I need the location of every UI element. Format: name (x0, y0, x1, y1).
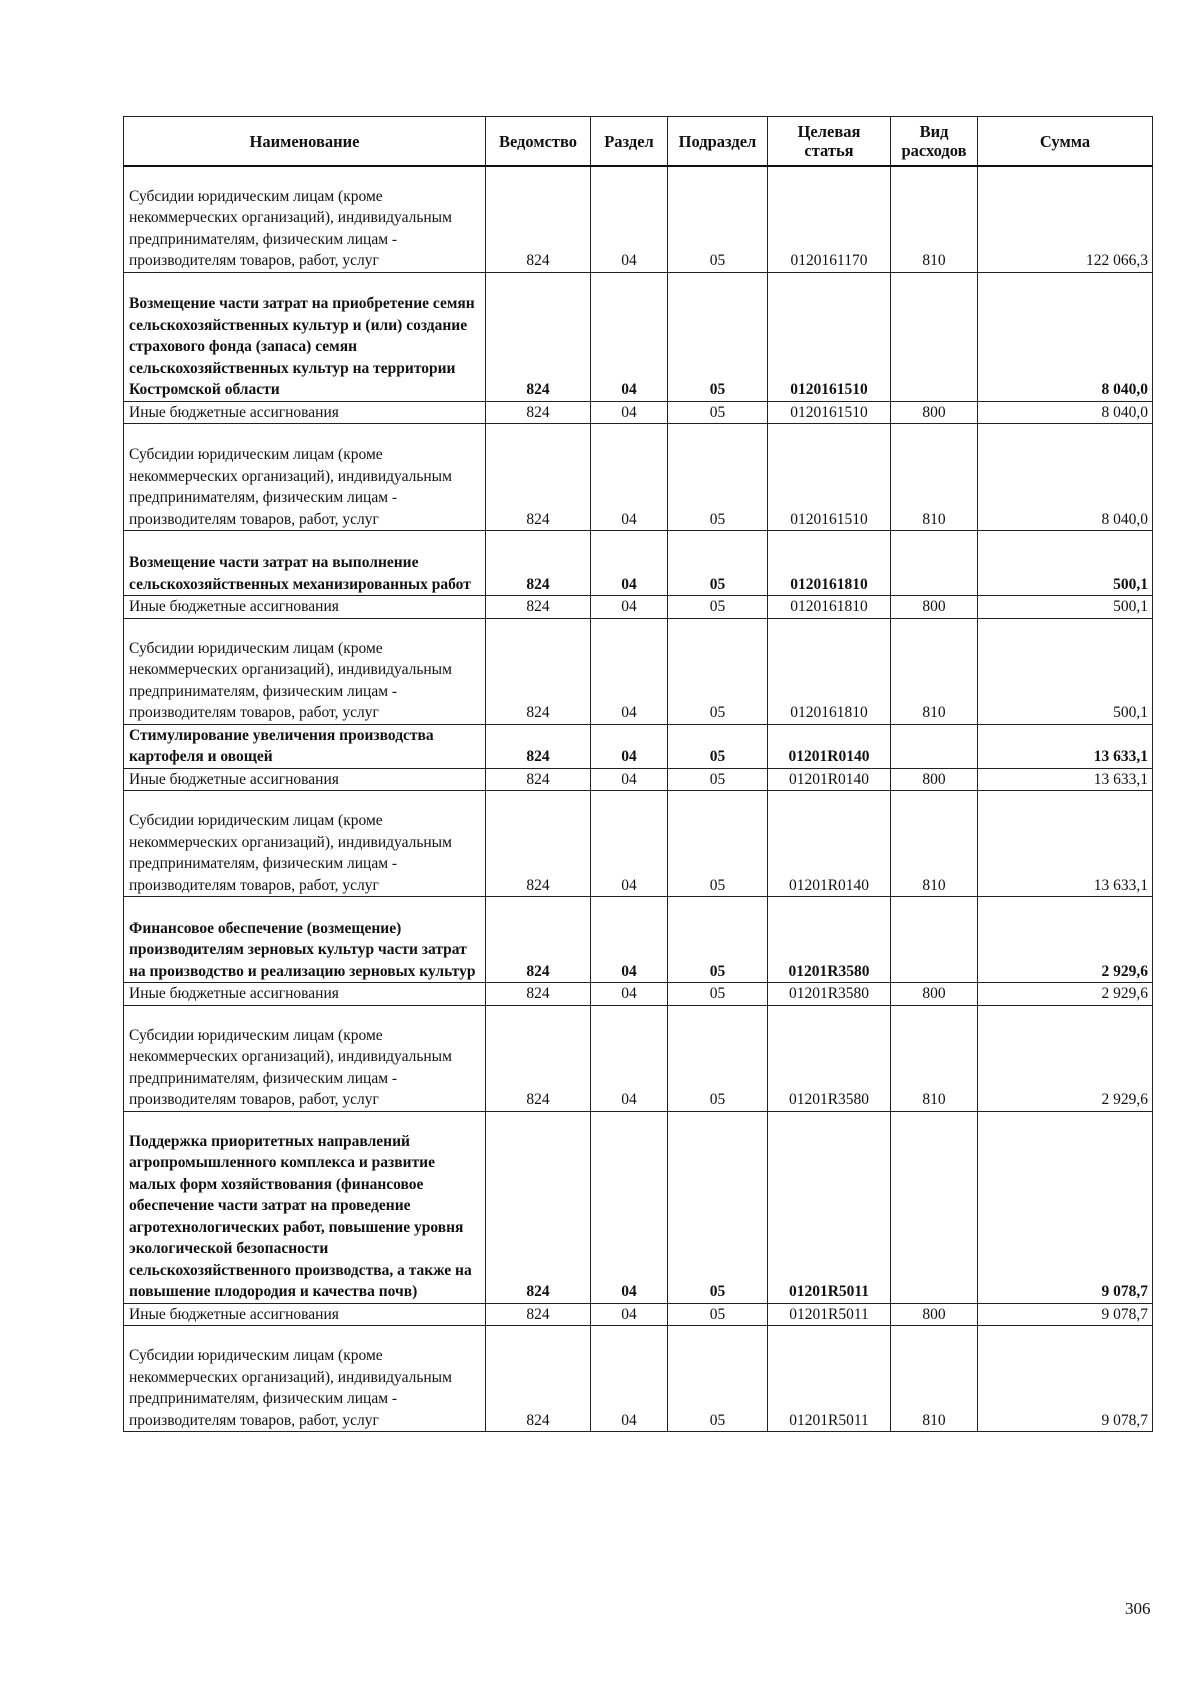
table-row (124, 724, 1153, 768)
row-subsection: 05 (668, 724, 768, 768)
row-name: Иные бюджетные ассигнования (124, 401, 486, 424)
row-type (891, 1111, 978, 1303)
table-row (124, 1303, 1153, 1326)
table-row (124, 531, 1153, 596)
row-target: 0120161510 (768, 272, 891, 401)
row-sum: 500,1 (978, 596, 1153, 619)
row-type: 810 (891, 424, 978, 531)
row-target: 01201R0140 (768, 724, 891, 768)
row-sum: 13 633,1 (978, 768, 1153, 791)
row-type: 810 (891, 1005, 978, 1111)
table-row (124, 618, 1153, 724)
row-name: Возмещение части затрат на приобретение семян сельскохозяйственных культур и (или) создание страхового фонда (запаса) семян сельскохозяйственных культур на территории Костромской области (124, 272, 486, 401)
row-section: 04 (591, 272, 668, 401)
row-target: 01201R3580 (768, 1005, 891, 1111)
row-sum: 9 078,7 (978, 1111, 1153, 1303)
row-sum: 2 929,6 (978, 983, 1153, 1006)
row-subsection: 05 (668, 1005, 768, 1111)
row-type: 810 (891, 1326, 978, 1432)
row-target: 01201R3580 (768, 897, 891, 983)
row-name: Иные бюджетные ассигнования (124, 596, 486, 619)
row-dept: 824 (486, 768, 591, 791)
header-subsection: Подраздел (668, 117, 768, 167)
row-dept: 824 (486, 166, 591, 272)
row-sum: 500,1 (978, 618, 1153, 724)
row-subsection: 05 (668, 1326, 768, 1432)
row-target: 01201R3580 (768, 983, 891, 1006)
header-dept: Ведомство (486, 117, 591, 167)
row-subsection: 05 (668, 166, 768, 272)
table-row (124, 791, 1153, 897)
row-type: 810 (891, 618, 978, 724)
table-row (124, 272, 1153, 401)
row-section: 04 (591, 596, 668, 619)
row-subsection: 05 (668, 791, 768, 897)
row-subsection: 05 (668, 401, 768, 424)
row-sum: 13 633,1 (978, 791, 1153, 897)
row-dept: 824 (486, 1111, 591, 1303)
row-name: Субсидии юридическим лицам (кроме некоммерческих организаций), индивидуальным предпринимателям, физическим лицам - производителям товаров, работ, услуг (124, 424, 486, 531)
row-dept: 824 (486, 983, 591, 1006)
table-row (124, 983, 1153, 1006)
row-sum: 8 040,0 (978, 424, 1153, 531)
row-section: 04 (591, 983, 668, 1006)
row-dept: 824 (486, 618, 591, 724)
row-section: 04 (591, 1326, 668, 1432)
row-sum: 13 633,1 (978, 724, 1153, 768)
page-number: 306 (1125, 1599, 1151, 1618)
row-subsection: 05 (668, 272, 768, 401)
row-target: 0120161170 (768, 166, 891, 272)
row-type: 800 (891, 1303, 978, 1326)
table-row (124, 1005, 1153, 1111)
table-row (124, 424, 1153, 531)
row-subsection: 05 (668, 1303, 768, 1326)
header-target: Целевая статья (768, 117, 891, 167)
row-sum: 8 040,0 (978, 401, 1153, 424)
row-section: 04 (591, 724, 668, 768)
table-row (124, 166, 1153, 272)
table-row (124, 596, 1153, 619)
row-target: 0120161510 (768, 401, 891, 424)
row-sum: 500,1 (978, 531, 1153, 596)
row-dept: 824 (486, 791, 591, 897)
row-name: Поддержка приоритетных направлений агропромышленного комплекса и развитие малых форм хозяйствования (финансовое обеспечение части затрат на проведение агротехнологических работ, повышение уровня экологической безопасности сельскохозяйственного производства, а также на повышение плодородия и качества почв) (124, 1111, 486, 1303)
row-type (891, 724, 978, 768)
row-section: 04 (591, 401, 668, 424)
row-dept: 824 (486, 1303, 591, 1326)
row-target: 0120161510 (768, 424, 891, 531)
row-name: Субсидии юридическим лицам (кроме некоммерческих организаций), индивидуальным предпринимателям, физическим лицам - производителям товаров, работ, услуг (124, 1326, 486, 1432)
row-subsection: 05 (668, 1111, 768, 1303)
row-subsection: 05 (668, 531, 768, 596)
row-sum: 8 040,0 (978, 272, 1153, 401)
row-subsection: 05 (668, 618, 768, 724)
header-sum: Сумма (978, 117, 1153, 167)
table-row (124, 897, 1153, 983)
row-target: 01201R5011 (768, 1303, 891, 1326)
row-target: 0120161810 (768, 596, 891, 619)
row-target: 01201R5011 (768, 1326, 891, 1432)
row-name: Иные бюджетные ассигнования (124, 1303, 486, 1326)
row-section: 04 (591, 768, 668, 791)
row-name: Стимулирование увеличения производства картофеля и овощей (124, 724, 486, 768)
row-target: 01201R0140 (768, 791, 891, 897)
row-sum: 122 066,3 (978, 166, 1153, 272)
row-type: 800 (891, 983, 978, 1006)
row-name: Иные бюджетные ассигнования (124, 983, 486, 1006)
row-target: 0120161810 (768, 618, 891, 724)
row-type: 800 (891, 401, 978, 424)
row-target: 01201R0140 (768, 768, 891, 791)
row-subsection: 05 (668, 897, 768, 983)
table-header-row (124, 117, 1153, 167)
row-name: Возмещение части затрат на выполнение сельскохозяйственных механизированных работ (124, 531, 486, 596)
row-sum: 2 929,6 (978, 897, 1153, 983)
row-name: Финансовое обеспечение (возмещение) производителям зерновых культур части затрат на производство и реализацию зерновых культур (124, 897, 486, 983)
row-name: Субсидии юридическим лицам (кроме некоммерческих организаций), индивидуальным предпринимателям, физическим лицам - производителям товаров, работ, услуг (124, 791, 486, 897)
row-section: 04 (591, 166, 668, 272)
row-dept: 824 (486, 596, 591, 619)
row-type: 810 (891, 166, 978, 272)
row-target: 01201R5011 (768, 1111, 891, 1303)
row-subsection: 05 (668, 596, 768, 619)
row-section: 04 (591, 424, 668, 531)
row-name: Субсидии юридическим лицам (кроме некоммерческих организаций), индивидуальным предпринимателям, физическим лицам - производителям товаров, работ, услуг (124, 1005, 486, 1111)
row-sum: 9 078,7 (978, 1326, 1153, 1432)
row-section: 04 (591, 1303, 668, 1326)
row-dept: 824 (486, 424, 591, 531)
row-type (891, 531, 978, 596)
row-section: 04 (591, 1111, 668, 1303)
row-section: 04 (591, 531, 668, 596)
row-section: 04 (591, 618, 668, 724)
row-dept: 824 (486, 724, 591, 768)
table-row (124, 768, 1153, 791)
table-row (124, 401, 1153, 424)
row-section: 04 (591, 791, 668, 897)
row-subsection: 05 (668, 424, 768, 531)
budget-table (123, 116, 1153, 1432)
row-subsection: 05 (668, 983, 768, 1006)
row-section: 04 (591, 897, 668, 983)
row-dept: 824 (486, 401, 591, 424)
row-name: Субсидии юридическим лицам (кроме некоммерческих организаций), индивидуальным предпринимателям, физическим лицам - производителям товаров, работ, услуг (124, 618, 486, 724)
row-target: 0120161810 (768, 531, 891, 596)
row-type: 800 (891, 596, 978, 619)
header-name: Наименование (124, 117, 486, 167)
row-dept: 824 (486, 897, 591, 983)
row-dept: 824 (486, 1326, 591, 1432)
row-name: Субсидии юридическим лицам (кроме некоммерческих организаций), индивидуальным предпринимателям, физическим лицам - производителям товаров, работ, услуг (124, 166, 486, 272)
row-dept: 824 (486, 531, 591, 596)
row-type: 810 (891, 791, 978, 897)
row-dept: 824 (486, 1005, 591, 1111)
table-row (124, 1326, 1153, 1432)
header-type: Вид расходов (891, 117, 978, 167)
table-row (124, 1111, 1153, 1303)
row-type (891, 897, 978, 983)
row-type (891, 272, 978, 401)
row-section: 04 (591, 1005, 668, 1111)
row-sum: 9 078,7 (978, 1303, 1153, 1326)
row-name: Иные бюджетные ассигнования (124, 768, 486, 791)
row-sum: 2 929,6 (978, 1005, 1153, 1111)
row-type: 800 (891, 768, 978, 791)
row-subsection: 05 (668, 768, 768, 791)
row-dept: 824 (486, 272, 591, 401)
header-section: Раздел (591, 117, 668, 167)
